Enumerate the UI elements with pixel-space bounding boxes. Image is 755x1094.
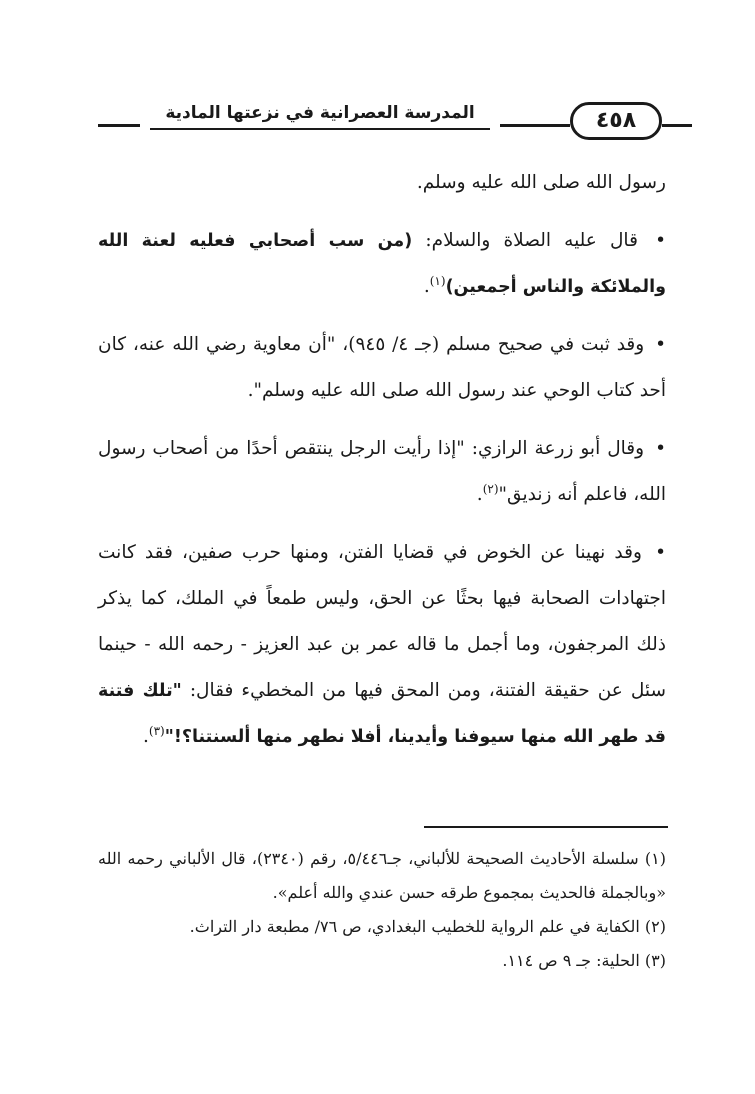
paragraph-text: وقال أبو زرعة الرازي: "إذا رأيت الرجل ينتقص أحدًا من أصحاب رسول الله، فاعلم أنه زنديق": [98, 438, 666, 505]
footnote-1: (١) سلسلة الأحاديث الصحيحة للألباني، جـ٥/٤٤٦، رقم (٢٣٤٠)، قال الألباني رحمه الله «وبالجملة فالحديث بمجموع طرقه حسن عندي والله أعلم».: [98, 849, 666, 902]
running-title: المدرسة العصرانية في نزعتها المادية: [165, 103, 475, 123]
paragraph-text: رسول الله صلى الله عليه وسلم.: [416, 172, 666, 193]
bullet: •: [655, 230, 666, 251]
footnote-ref-1: (١): [429, 273, 446, 288]
footnote-2: (٢) الكفاية في علم الرواية للخطيب البغدادي، ص ٧٦/ مطبعة دار التراث.: [189, 917, 666, 936]
bullet: •: [655, 542, 666, 563]
page-header: [90, 95, 680, 145]
bullet: •: [655, 334, 666, 355]
punctuation: .: [476, 484, 483, 505]
bullet: •: [655, 438, 666, 459]
paragraph-fitan: [98, 530, 666, 760]
footnote-ref-2: (٢): [482, 481, 499, 496]
punctuation: .: [143, 726, 149, 747]
hadith-quote: (من سب أصحابي فعليه لعنة الله والملائكة والناس أجمعين): [98, 231, 666, 297]
paragraph-hadith: [98, 218, 666, 310]
punctuation: .: [423, 276, 430, 297]
page-number: ٤٥٨: [570, 102, 662, 140]
paragraph-abu-zurah: [98, 426, 666, 518]
paragraph-text: وقد نهينا عن الخوض في قضايا الفتن، ومنها حرب صفين، فقد كانت اجتهادات الصحابة فيها بحثًا عن الحق، وليس طمعاً في الملك، كما يذكر ذلك المرجفون، وما أجمل ما قاله عمر بن عبد العزيز - رحمه الله - حينما سئل عن حقيقة الفتنة، ومن المحق فيها من المخطيء فقال:: [98, 542, 666, 701]
footnote-3: (٣) الحلية: جـ ٩ ص ١١٤.: [502, 951, 666, 970]
header-rule-under-title: [150, 128, 490, 130]
paragraph-continuation: [98, 160, 666, 206]
paragraph-muslim: [98, 322, 666, 414]
footnote-separator: [424, 826, 668, 828]
umar-quote: "تلك فتنة قد طهر الله منها سيوفنا وأيدينا، أفلا نطهر منها ألسنتنا؟!": [98, 681, 666, 747]
header-rule-left: [98, 124, 140, 127]
paragraph-text: وقد ثبت في صحيح مسلم (جـ ٤/ ٩٤٥)، "أن معاوية رضي الله عنه، كان أحد كتاب الوحي عند رسول الله صلى الله عليه وسلم".: [98, 334, 666, 401]
header-rule-right: [662, 124, 692, 127]
main-text: [98, 160, 666, 772]
footnote-ref-3: (٣): [148, 723, 165, 738]
footnotes: [98, 842, 666, 978]
header-rule-middle: [500, 124, 570, 127]
paragraph-text: قال عليه الصلاة والسلام:: [412, 230, 638, 251]
